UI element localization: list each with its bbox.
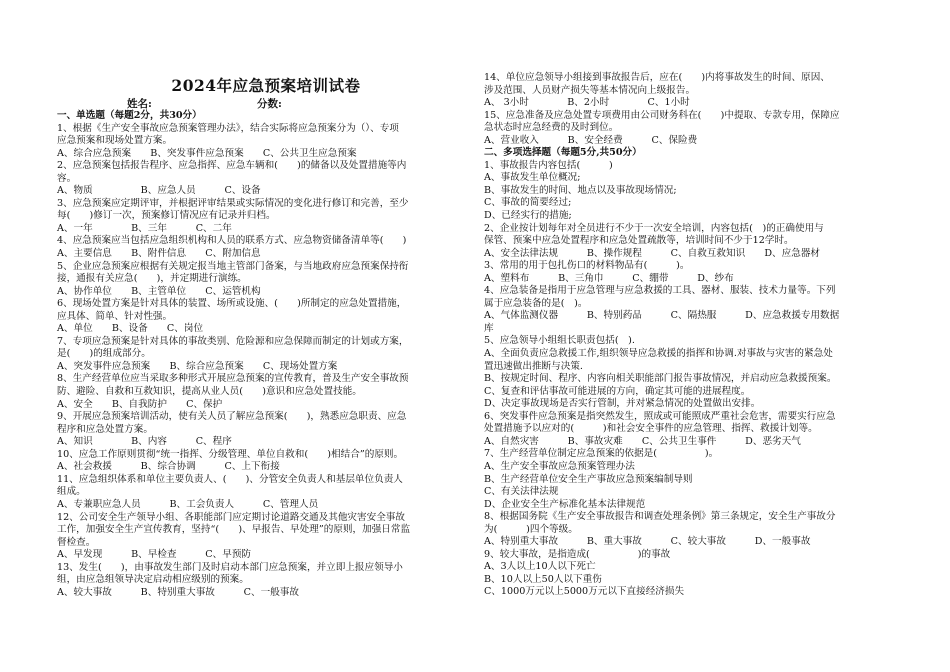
text-line: C、事故的简要经过; [484, 197, 572, 209]
text-line: A、社会救援 B、综合协调 C、上下衔接 [57, 461, 280, 473]
text-line: 库 [484, 322, 494, 334]
text-line: A、自然灾害 B、事故灾难 C、公共卫生事件 D、恶劣天气 [484, 435, 801, 447]
text-line: 应具体、简单、针对性强。 [57, 310, 173, 322]
text-line: A、营业收入 B、安全经费 C、保险费 [484, 134, 698, 146]
left-column [57, 110, 475, 599]
text-line: A、早发现 B、早检查 C、早预防 [57, 549, 252, 561]
text-line: 接，通报有关应急( )，并定期进行演练。 [57, 273, 247, 285]
text-line: 3、常用的用于包扎伤口的材料物品有( )。 [484, 260, 690, 272]
text-line: 每( )修订一次，预案修订情况应有记录并归档。 [57, 210, 276, 222]
text-line: 组，由应急组领导决定启动相应级别的预案。 [57, 574, 249, 586]
text-line: D、企业安全生产标准化基本法律规范 [484, 498, 646, 510]
text-line: 为( )四个等级。 [484, 523, 578, 535]
text-line: D、已经实行的措施; [484, 210, 572, 222]
text-line: 工作，加强安全生产宣传教育，坚持“( )、早报告、早处理”的原则，加强日常监 [57, 524, 411, 536]
text-line: B、按规定时间、程序、内容向相关职能部门报告事故情况，并启动应急救援预案。 [484, 373, 837, 385]
section-heading: 二、多项选择题（每题5分,共50分） [484, 147, 642, 159]
text-line: C、有关法律法规 [484, 486, 559, 498]
text-line: A、生产安全事故应急预案管理办法 [484, 460, 635, 472]
page-title: 2024年应急预案培训试卷 [171, 76, 361, 95]
text-line: 14、单位应急领导小组接到事故报告后，应在( )内将事故发生的时间、原因、 [484, 72, 830, 83]
text-line: 4、应急装备是指用于应急管理与应急救援的工具、器材、服装、技术力量等。下列 [484, 285, 836, 297]
text-line: A、 3小时 B、2小时 C、1小时 [484, 97, 690, 109]
text-line: A、3人以上10人以下死亡 [484, 561, 596, 573]
text-line: 容。 [57, 172, 77, 184]
text-line: B、事故发生的时间、地点以及事故现场情况; [484, 184, 677, 196]
text-line: A、协作单位 B、主管单位 C、运管机构 [57, 285, 261, 297]
text-line: 15、应急准备及应急处置专项费用由公司财务科在( )中提取、专款专用，保障应 [484, 109, 840, 121]
text-line: A、塑料布 B、三角巾 C、绷带 D、纱布 [484, 272, 734, 284]
text-line: 涉及范围、人员财产损失等基本情况向上级报告。 [484, 84, 696, 96]
text-line: 4、应急预案应当包括应急组织机构和人员的联系方式、应急物资储备清单等( ) [57, 235, 407, 247]
text-line: 3、应急预案应定期评审，并根据评审结果或实际情况的变化进行修订和完善，至少 [57, 197, 409, 209]
text-line: A、安全法律法规 B、操作规程 C、自救互救知识 D、应急器材 [484, 247, 821, 259]
text-line: 10、应急工作原则贯彻“统一指挥、分级管理、单位自救和( )相结合”的原则。 [57, 448, 404, 460]
text-line: C、复查和评估事故可能进展的方向，确定其可能的进展程度。 [484, 385, 751, 397]
text-line: A、特别重大事故 B、重大事故 C、较大事故 D、一般事故 [484, 536, 811, 548]
text-line: 程序和应急处置方案。 [57, 423, 153, 435]
text-line: A、气体监测仪器 B、特别药品 C、隔热服 D、应急救援专用数据 [484, 310, 840, 322]
text-line: A、综合应急预案 B、突发事件应急预案 C、公共卫生应急预案 [57, 147, 357, 159]
text-line: 置迅速做出推断与决策. [484, 360, 583, 372]
text-line: 6、现场处置方案是针对具体的装置、场所或设施、( )所制定的应急处置措施， [57, 298, 407, 310]
text-line: 2、应急预案包括报告程序、应急指挥、应急车辆和( )的储备以及处置措施等内 [57, 160, 407, 172]
text-line: 处置措施予以应对的( )和社会安全事件的应急管理、指挥、救援计划等。 [484, 423, 818, 435]
text-line: 11、应急组织体系和单位主要负责人、( )、分管安全负责人和基层单位负责人 [57, 473, 403, 485]
text-line: A、知识 B、内容 C、程序 [57, 436, 232, 448]
text-line: A、单位 B、设备 C、岗位 [57, 323, 204, 335]
text-line: 防、避险、自救和互救知识，提高从业人员( )意识和应急处置技能。 [57, 386, 362, 398]
text-line: A、突发事件应急预案 B、综合应急预案 C、现场处置方案 [57, 360, 338, 372]
text-line: 13、发生( )，由事故发生部门及时启动本部门应急预案，并立即上报应领导小 [57, 561, 403, 573]
text-line: A、安全 B、自我防护 C、保护 [57, 398, 223, 410]
text-line: 1、事故报告内容包括( ) [484, 159, 613, 171]
text-line: A、事故发生单位概况; [484, 172, 581, 184]
text-line: A、一年 B、三年 C、二年 [57, 222, 232, 234]
text-line: C、1000万元以上5000万元以下直接经济损失 [484, 586, 685, 598]
text-line: D、决定事故现场是否实行管制，并对紧急情况的处置做出安排。 [484, 398, 761, 410]
text-line: A、物质 B、应急人员 C、设备 [57, 185, 261, 197]
text-line: 属于应急装备的是( )。 [484, 297, 588, 309]
text-line: 急状态时应急经费的及时到位。 [484, 122, 619, 134]
right-column [484, 72, 896, 599]
text-line: 督检查。 [57, 536, 96, 548]
text-line: 是( )的组成部分。 [57, 348, 151, 360]
text-line: B、10人以上50人以下重伤 [484, 573, 602, 585]
text-line: 保管、预案中应急处置程序和应急处置疏散等，培训时间不少于12学时。 [484, 235, 794, 247]
text-line: 1、根据《生产安全事故应急预案管理办法》，结合实际将应急预案分为（）、专项 [57, 122, 399, 134]
text-line: B、生产经营单位安全生产事故应急预案编制导则 [484, 473, 693, 485]
section-heading: 一、单选题（每题2分，共30分） [57, 110, 202, 121]
text-line: 9、较大事故，是指造成( )的事故 [484, 548, 671, 560]
text-line: 8、根据国务院《生产安全事故报告和调查处理条例》第三条规定，安全生产事故分 [484, 511, 836, 523]
text-line: 12、公司安全生产领导小组、各职能部门应定期讨论道路交通及其他灾害安全事故 [57, 511, 405, 523]
text-line: 应急预案和现场处置方案。 [57, 135, 173, 147]
text-line: A、专兼职应急人员 B、工会负责人 C、管理人员 [57, 498, 319, 510]
text-line: 6、突发事件应急预案是指突然发生，照成或可能照成严重社会危害，需要实行应急 [484, 410, 836, 422]
text-line: 7、专项应急预案是针对具体的事故类别、危险源和应急保障而制定的计划或方案， [57, 335, 409, 347]
text-line: 2、企业按计划每年对全员进行不少于一次安全培训，内容包括( )的正确使用与 [484, 222, 824, 234]
text-line: A、较大事故 B、特别重大事故 C、一般事故 [57, 586, 299, 598]
text-line: A、全面负责应急救援工作,组织领导应急救援的指挥和协调.对事故与灾害的紧急处 [484, 348, 833, 360]
name-label: 姓名: [127, 98, 152, 110]
text-line: 5、企业应急预案应根据有关规定报当地主管部门备案，与当地政府应急预案保持衔 [57, 260, 409, 272]
text-line: 8、生产经营单位应当采取多种形式开展应急预案的宣传教育，普及生产安全事故预 [57, 373, 409, 385]
text-line: 组成。 [57, 486, 86, 498]
text-line: 9、开展应急预案培训活动，使有关人员了解应急预案( )，熟悉应急职责、应急 [57, 411, 407, 423]
text-line: A、主要信息 B、附件信息 C、附加信息 [57, 248, 261, 260]
text-line: 7、生产经营单位制定应急预案的依据是( )。 [484, 448, 719, 460]
text-line: 5、应急领导小组组长职责包括( ). [484, 335, 635, 347]
score-label: 分数: [257, 98, 282, 110]
